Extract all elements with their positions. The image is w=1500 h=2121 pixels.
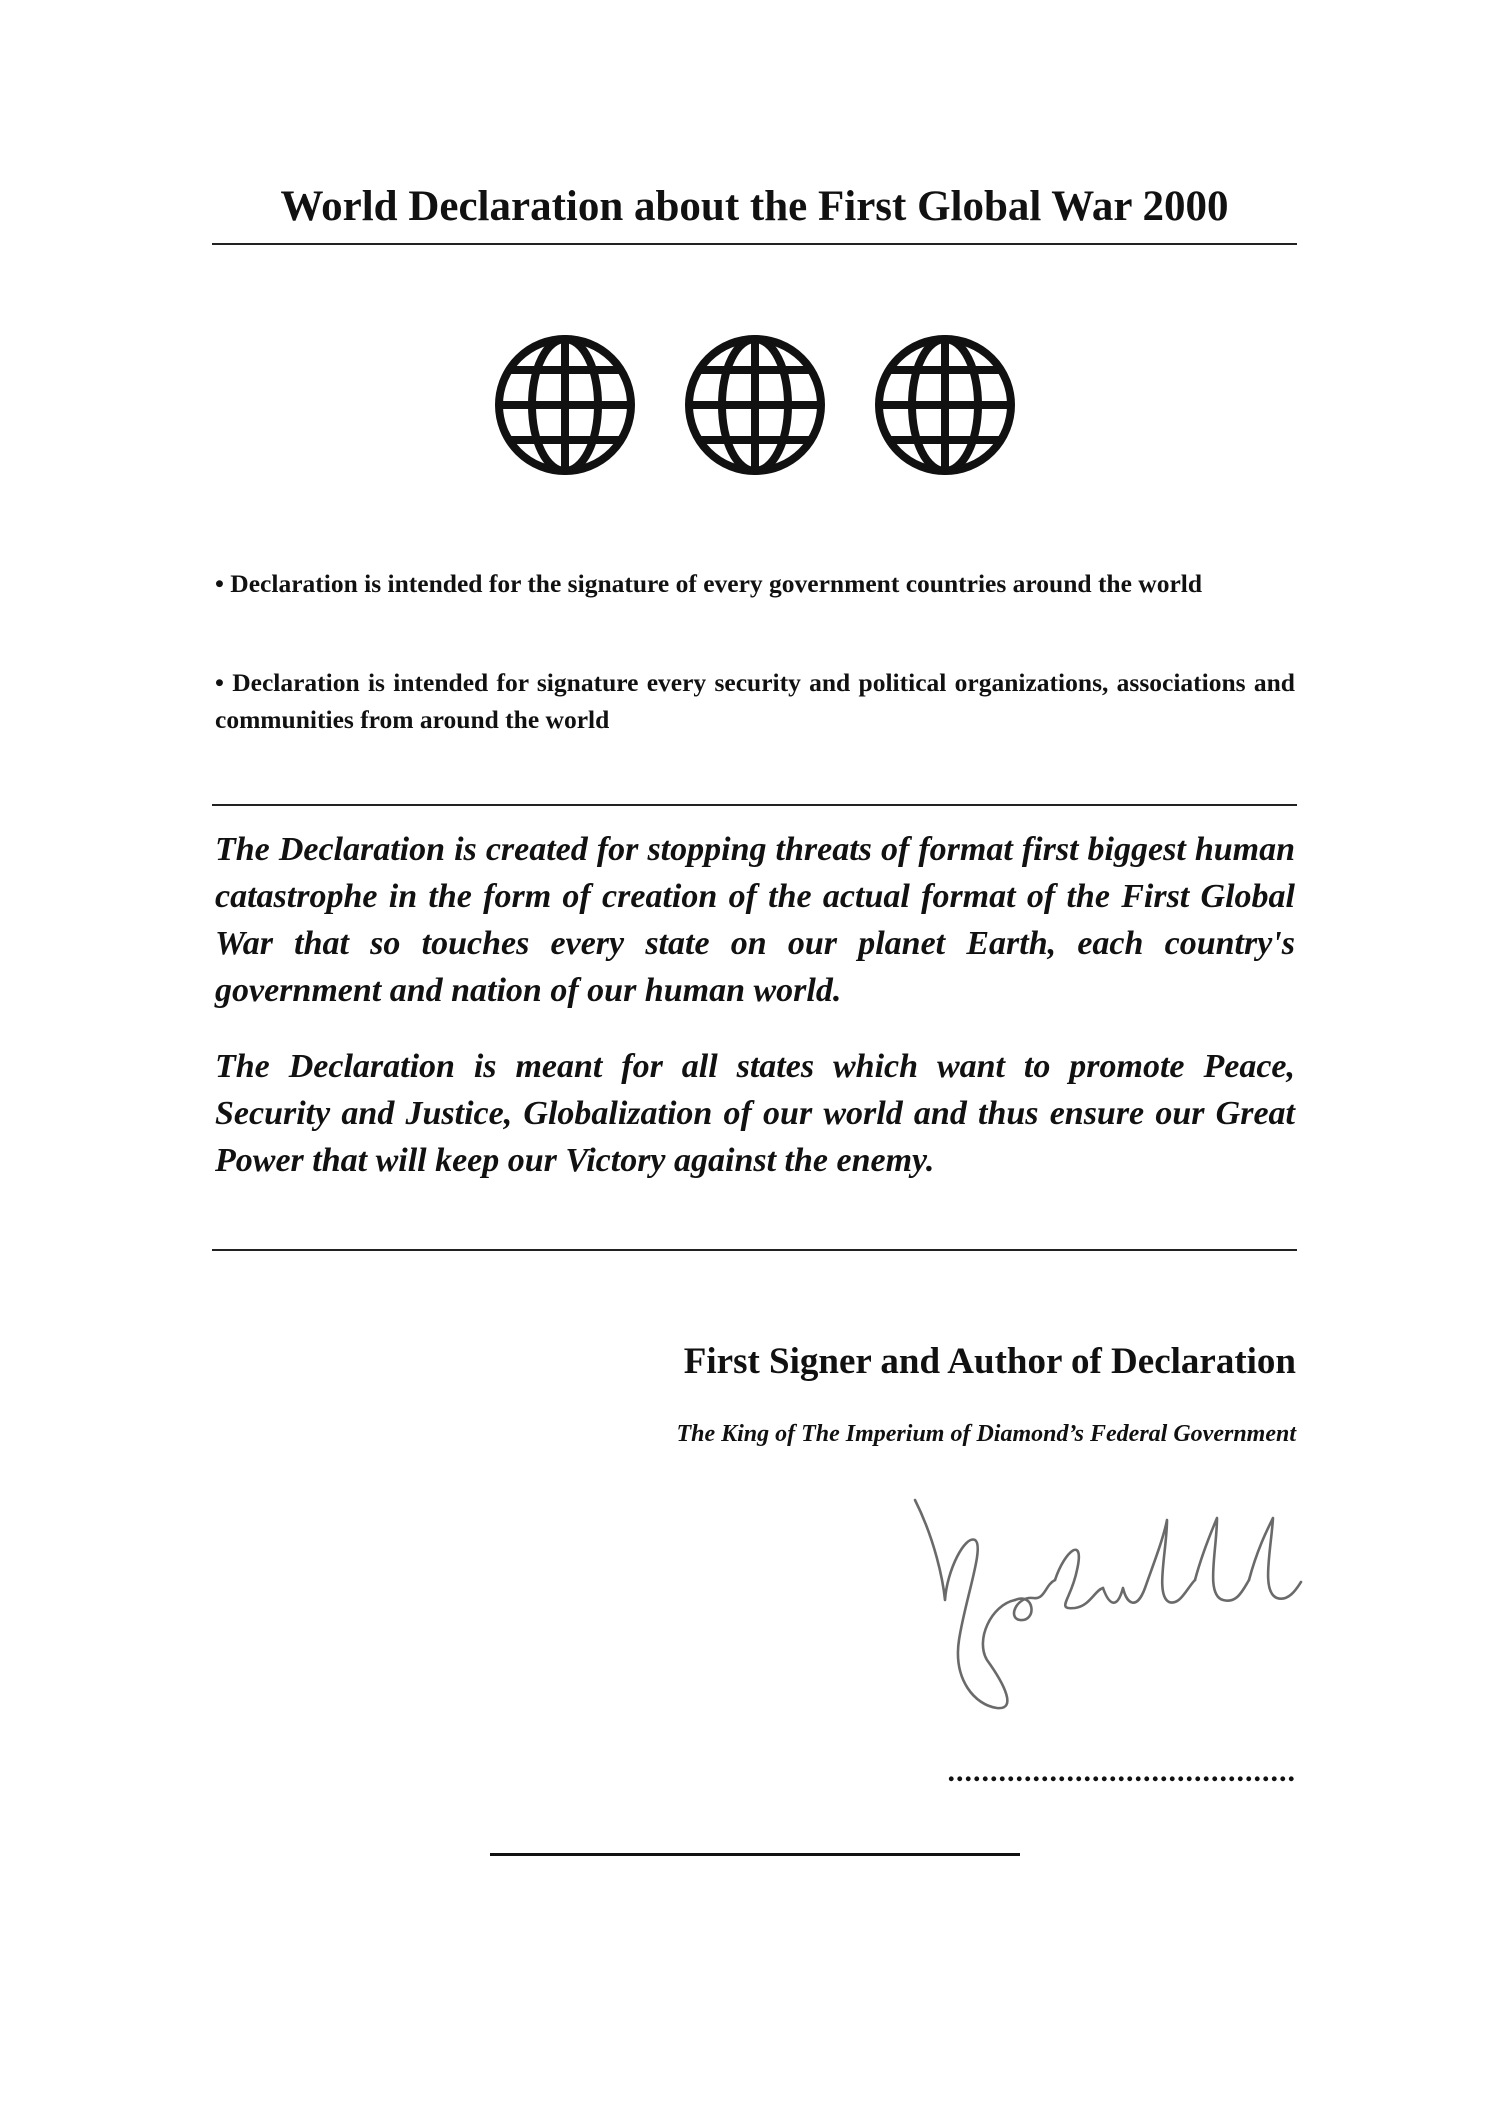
handwritten-signature: [905, 1480, 1305, 1730]
section-divider: [212, 804, 1297, 806]
globe-icon: [680, 330, 830, 480]
globe-icon: [490, 330, 640, 480]
title-divider: [212, 243, 1297, 245]
bullet-item: • Declaration is intended for signature every security and political organizations, associations and communities from around the world: [215, 668, 1295, 734]
signer-heading: First Signer and Author of Declaration: [683, 1341, 1296, 1382]
signer-title: The King of The Imperium of Diamond’s Federal Government: [676, 1421, 1296, 1447]
bullet-item: • Declaration is intended for the signature of every government countries around the world: [215, 569, 1203, 598]
document-title: World Declaration about the First Global War 2000: [280, 183, 1229, 230]
declaration-paragraph: The Declaration is meant for all states which want to promote Peace, Security and Justice, Globalization of our world and thus ensure our Great Power that will keep our Victory against the enemy.: [215, 1048, 1295, 1179]
globe-icon: [870, 330, 1020, 480]
globe-emblem-row: [490, 330, 1020, 480]
section-divider: [212, 1249, 1297, 1251]
declaration-paragraph: The Declaration is created for stopping threats of format first biggest human catastrophe in the form of creation of the actual format of the First Global War that so touches every state on our planet Earth, each country's government and nation of our human world.: [215, 831, 1295, 1009]
signature-dotted-line: .........................................: [947, 1755, 1296, 1788]
signature-line: [490, 1853, 1020, 1856]
